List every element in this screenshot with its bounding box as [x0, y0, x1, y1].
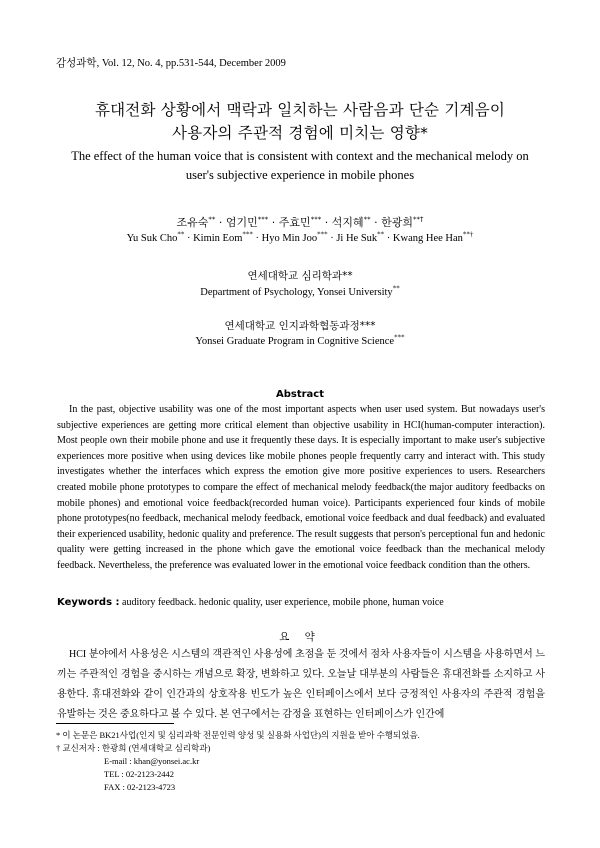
title-korean-line1: 휴대전화 상황에서 맥락과 일치하는 사람음과 단순 기계음이 [94, 101, 506, 119]
affiliation-text: 연세대학교 인지과학협동과정 [224, 320, 360, 332]
author-mark: ** [363, 215, 371, 224]
footnote-funding: * 이 논문은 BK21사업(인지 및 심리과학 전문인력 양성 및 실용화 사업단)의 지원을 받아 수행되었음. [56, 730, 420, 740]
author-separator: · [374, 216, 378, 229]
affiliation-english-1 [30, 284, 570, 298]
author-separator: · [386, 233, 391, 244]
affiliation-mark: ** [342, 270, 353, 282]
affiliation-korean-1 [30, 268, 570, 283]
affiliation-korean-2 [30, 318, 570, 333]
title-footnote-mark: * [420, 124, 429, 142]
abstract-body [57, 402, 545, 574]
abstract-paragraph: In the past, objective usability was one of the most important aspects when user used system. But nowadays user's subjective experiences are getting more critical element than objective usability in HCI(human-computer interaction). Most people own their mobile phone and use it frequently these days. It is especially important to make user's subjective experiences more positive when using devices like mobile phones people frequently carry and interact with. This study investigates whether the interfaces which express the emotion give more positive experiences to users. Researchers created mobile phone prototypes to compare the effect of mechanical melody feedback(the major auditory feedbacks on mobile phones) and emotional voice feedback(recorded human voice). Participants experienced four kinds of mobile phone prototypes(no feedback, mechanical melody feedback, emotional voice feedback and dual feedback) and evaluated their experienced usability, hedonic quality and preference. The result suggests that person's perceptional fun and hedonic quality were getting increased in the phone which gave the emotional voice feedback than the mechanical melody feedback. Nevertheless, the preference was evaluated lower in the emotional voice feedback condition than the others. [57, 404, 545, 571]
author-ko: 조유숙 [176, 216, 209, 229]
affiliation-text: Yonsei Graduate Program in Cognitive Science [195, 336, 395, 347]
author-mark: *** [317, 230, 328, 239]
title-korean-line2 [30, 121, 570, 143]
affiliation-english-2 [30, 333, 570, 347]
affiliation-text: Department of Psychology, Yonsei University [200, 287, 393, 298]
author-mark: *** [310, 215, 322, 224]
author-mark: ** [208, 215, 216, 224]
author-mark: *** [242, 230, 253, 239]
footnote-email: E-mail : khan@yonsei.ac.kr [104, 756, 200, 766]
footnote-divider [56, 723, 174, 724]
keywords-label: Keywords : [57, 597, 120, 608]
author-mark: *** [257, 215, 269, 224]
authors-korean [30, 214, 570, 230]
author-separator: · [324, 216, 329, 229]
affiliation-mark: ** [392, 284, 400, 293]
author-ko: 엄기민 [225, 216, 258, 229]
affiliation-mark: *** [394, 333, 405, 342]
korean-abstract-heading: 요 약 [279, 631, 321, 643]
author-mark: **† [412, 215, 424, 224]
title-korean-line2-text: 사용자의 주관적 경험에 미치는 영향 [171, 124, 421, 142]
abstract-heading: Abstract [275, 389, 325, 400]
author-en: Ji He Suk [336, 233, 378, 244]
authors-english [30, 230, 570, 244]
author-mark: ** [177, 230, 185, 239]
author-separator: · [186, 233, 191, 244]
author-mark: **† [462, 230, 474, 239]
author-en: Kwang Hee Han [392, 233, 463, 244]
korean-abstract-paragraph: HCI 분야에서 사용성은 시스템의 객관적인 사용성에 초점을 둔 것에서 점차 사용자들이 시스템을 사용하면서 느끼는 주관적인 경험을 중시하는 개념으로 확장, 변화하고 있다. 오늘날 대부분의 사람들은 휴대전화를 소지하고 사용한다. 휴대전화와 같이 인간과의 상호작용 빈도가 높은 인터페이스에서 보다 긍정적인 사용자의 주관적 경험을 유발하는 것은 중요하다고 볼 수 있다. 본 연구에서는 감정을 표현하는 인터페이스가 인간에 [57, 649, 545, 720]
author-ko: 석지혜 [331, 216, 364, 229]
footnote-tel: TEL : 02-2123-2442 [104, 769, 175, 779]
author-ko: 주효민 [278, 216, 311, 229]
author-mark: ** [377, 230, 385, 239]
korean-abstract-body [57, 645, 545, 725]
journal-info: 감성과학, Vol. 12, No. 4, pp.531-544, December 2009 [56, 58, 286, 69]
affiliation-mark: *** [359, 320, 376, 332]
author-separator: · [255, 233, 260, 244]
author-en: Kimin Eom [193, 233, 243, 244]
author-separator: · [218, 216, 223, 229]
author-ko: 한광희 [381, 216, 413, 229]
keywords [57, 597, 557, 608]
affiliation-text: 연세대학교 심리학과 [247, 270, 343, 282]
title-english-line1: The effect of the human voice that is consistent with context and the mechanical melody on [71, 149, 529, 163]
author-en: Yu Suk Cho [126, 233, 178, 244]
keywords-text: auditory feedback. hedonic quality, user experience, mobile phone, human voice [122, 597, 444, 608]
footnotes [56, 729, 556, 794]
title-english-line2: user's subjective experience in mobile phones [185, 168, 415, 182]
footnote-fax: FAX : 02-2123-4723 [104, 782, 176, 792]
footnote-corresponding: † 교신저자 : 한광희 (연세대학교 심리학과) [56, 743, 211, 753]
author-en: Hyo Min Joo [261, 233, 318, 244]
author-separator: · [330, 233, 334, 244]
author-separator: · [271, 216, 276, 229]
